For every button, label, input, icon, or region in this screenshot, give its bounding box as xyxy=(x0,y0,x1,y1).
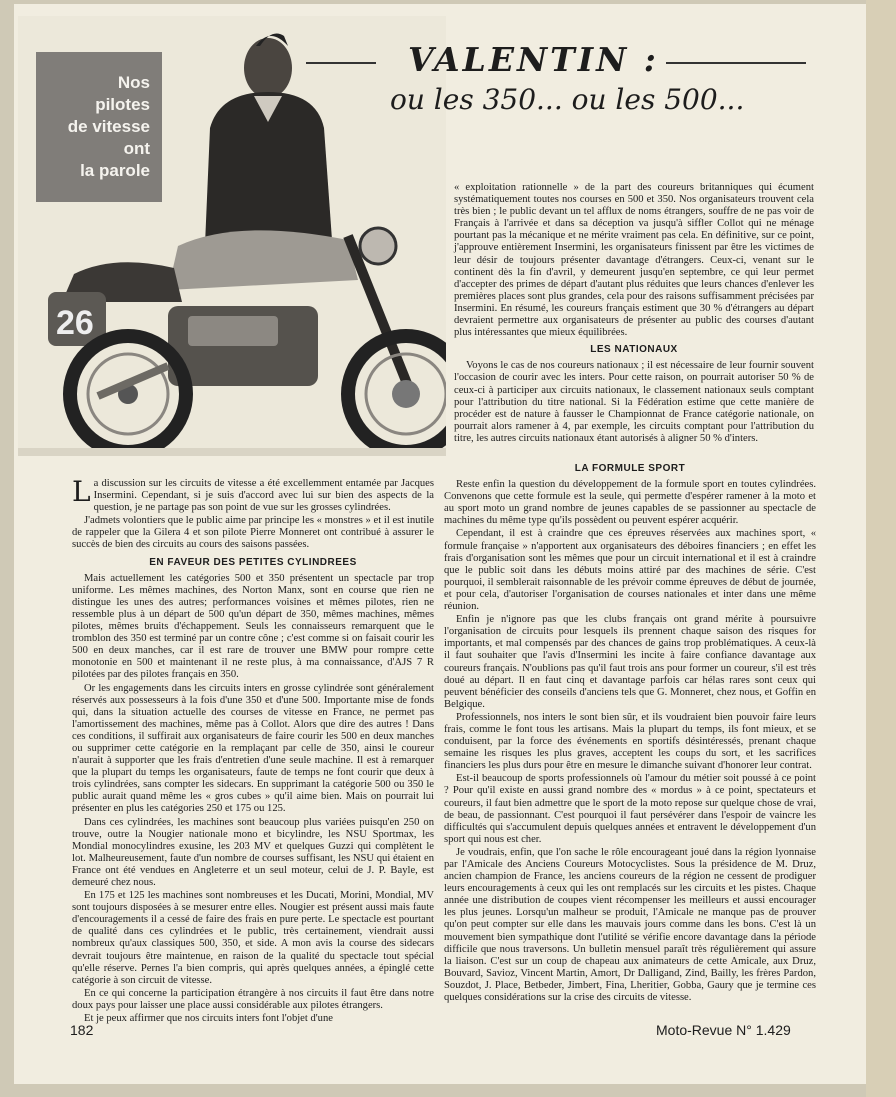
paragraph: Cependant, il est à craindre que ces épreuves réservées aux machines sport, « formule française » n'apportent aux organisateurs des déboires financiers ; en effet les frais d'organisation sont les mêmes que pour un circuit international et il est à craindre que le public soit dans les débuts moins attiré par des machines de série. C'est pourquoi, il semblerait raisonnable de les prévoir comme épreuves de début de journée, et pour cela, d'autoriser l'organisation de courses nationales et inter dans une même réunion. xyxy=(444,528,816,613)
title-rule-left xyxy=(306,62,376,64)
page-edge xyxy=(866,0,896,1097)
paragraph: En ce qui concerne la participation étrangère à nos circuits il faut être dans notre doux pays pour laisser une place aussi considérable aux pilotes étrangers. xyxy=(72,987,434,1011)
race-number: 26 xyxy=(56,304,94,342)
paragraph: « exploitation rationnelle » de la part des coureurs britanniques qui écument systématiquement toutes nos courses en 500 et 350. Nos organisateurs trouvent cela très bien ; le public devant un tel afflux de noms étrangers, souffre de ne pas voir de Français à l'arrivée et dans sa déception va jusqu'à siffler Collot qui ne ménage pourtant pas la mécanique et ne mérite vraiment pas cela. En définitive, sur ce point, j'approuve entièrement Insermini, les organisateurs finissent par être les victimes de leur désir de toujours présenter davantage d'étrangers. Ceux-ci, venant sur le continent dès la fin d'avril, y demeurent jusqu'en septembre, ce qui leur permet d'accepter des primes de départ d'autant plus réduites que leurs chances d'enlever les premières places sont plus grandes, cela pour des raisons suffisamment précisées par Insermini. En résumé, les coureurs français estiment que 30 % d'étrangers au départ devraient permettre aux organisateurs de présenter au public des courses d'autant plus intéressantes que mieux équilibrées. xyxy=(454,182,814,339)
intro-paragraph xyxy=(72,475,434,514)
magazine-issue: Moto-Revue N° 1.429 xyxy=(656,1022,791,1038)
paragraph: En 175 et 125 les machines sont nombreuses et les Ducati, Morini, Mondial, MV sont toujours disposées à se mesurer entre elles. Nougier est présent aussi mais faute d'encouragements il a cessé de faire des frais en pure perte. Le spectacle est pourtant de qualité dans ces cylindrées et le public, très certainement, viendrait aussi nombreux qu'aux classiques 500, 350, et side. A mon avis la course des sidecars devrait toujours être maintenue, en raison de la qualité du spectacle tout spécial qu'elle réserve. Pernes l'a bien compris, qui après quelques années, a épinglé cette catégorie à son circuit de vitesse. xyxy=(72,890,434,986)
paragraph: J'admets volontiers que le public aime par principe les « monstres » et il est inutile de rappeler que la Gilera 4 et son pilote Pierre Monneret ont contribué à assurer le succès de bien des circuits au cours des saisons passées. xyxy=(72,515,434,551)
right-column-top xyxy=(454,182,814,446)
tag-line: de vitesse xyxy=(67,117,150,136)
tag-line: pilotes xyxy=(95,95,150,114)
paragraph: Mais actuellement les catégories 500 et 350 présentent un spectacle par trop uniforme. Les mêmes machines, des Norton Manx, sont en course que rien ne distingue les unes des autres; performances voisines et mêmes pilotes, rien ne ressemble plus à un départ de 500 qu'un départ de 350, mêmes machines, mêmes pilotes, mêmes bruits d'échappement. Seuls les connaisseurs remarquent que le tromblon des 350 est terminé par un contre cône ; c'est comme si on faisait courir les 500 en deux manches, car il est rare de trouver une BMW pour rompre cette monotonie en 500 et maintenant il ne reste plus, à ma connaissance, d'AJS 7 R pilotées par des pilotes français en 350. xyxy=(72,572,434,681)
paragraph: Je voudrais, enfin, que l'on sache le rôle encourageant joué dans la région lyonnaise par l'Amicale des Anciens Coureurs Motocyclistes. Sous la présidence de M. Druz, ancien champion de France, les anciens coureurs de la région ne cessent de prodiguer leurs encouragements à ceux qui les ont remplacés sur les circuits et les pistes. Chaque année une distribution de coupes vient récompenser les meilleurs et aussi encourager les plus jeunes. Lorsqu'un malheur se produit, l'Amicale ne manque pas de prouver qu'on peut compter sur elle dans les mauvais jours comme dans les bons. C'est là un mouvement bien sympathique dont l'utilité se vérifie encore davantage dans la période difficile que nous traversons. Un bulletin mensuel paraît très régulièrement qui assure la liaison. C'est sur un coup de chapeau aux animateurs de cette Amicale, aux Druz, Bouvard, Savioz, Vincent Martin, Amort, Dr Dalligand, Zind, Bailly, les frères Pardon, Souzdot, J. Place, Betbeder, Jimbert, Fina, Lheritier, Gobba, Gaury que je termine ces quelques considérations sur la crise des circuits de vitesse. xyxy=(444,846,816,1004)
paragraph: Voyons le cas de nos coureurs nationaux ; il est nécessaire de leur fournir souvent l'occasion de courir avec les inters. Pour cette raison, on pourrait autoriser 50 % de ceux-ci à participer aux circuits nationaux, le classement nationaux seuls comptant pour l'attribution du titre national. Si la Fédération estime que cette manière de procéder est de nature à fausser le Championnat de France catégorie nationale, on pourrait alors ramener à 4, par exemple, les circuits comptant pour l'attribution du titre, les autres circuits nationaux étant autorisés à aligner 50 % d'inters. xyxy=(454,360,814,444)
paragraph: Enfin je n'ignore pas que les clubs français ont grand mérite à poursuivre l'organisation de circuits pour lesquels ils prennent chaque saison des risques for importants, et mal compensés par des chances de gains trop problématiques. A ceux-là il faut souhaiter que l'avis d'Insermini les incite à faire confiance davantage aux coureurs français. N'oublions pas qu'il faut trois ans pour former un coureur, s'il est très doué au départ. Il en faut cinq et davantage parfois car hélas rares sont ceux qui peuvent bénéficier des conseils d'anciens tels que G. Monneret, chez nous, et Goffin en Belgique. xyxy=(444,614,816,710)
subheading: LES NATIONAUX xyxy=(590,344,678,356)
paragraph: Dans ces cylindrées, les machines sont beaucoup plus variées puisqu'en 250 on trouve, outre la Nougier nationale mono et bicylindre, les NSU Sportmax, les Mondial monocylindres exusine, les 203 MV et quelques Guzzi qui complètent le lot. Malheureusement, faute d'un nombre de courses suffisant, les NSU qui étaient en France ont été vendues en Angleterre et un seul moteur, celui de J. P. Bayle, est demeuré chez nous. xyxy=(72,816,434,888)
paragraph: Reste enfin la question du développement de la formule sport en toutes cylindrées. Convenons que cette formule est la seule, qui permette d'espérer ramener à la moto et au sport moto un grand nombre de jeunes capables de se passionner au spectacle de machines du même type qu'ils possèdent ou peuvent espérer acquérir. xyxy=(444,479,816,527)
paragraph: Est-il beaucoup de sports professionnels où l'amour du métier soit poussé à ce point ? Pour qu'il existe en aussi grand nombre des « mordus » à ce point, spectateurs et coureurs, il faut bien admettre que le sport de la moto repose sur quelque chose de vrai, de beau, de passionnant. C'est pourquoi il faut persévérer dans l'espoir de vaincre les difficultés qui s'accumulent depuis quelques années et entravent le développement d'un sport qui nous est cher. xyxy=(444,773,816,845)
tag-line: ont xyxy=(123,139,150,158)
right-column-bottom xyxy=(444,458,816,1005)
left-column xyxy=(72,475,434,1026)
page-number: 182 xyxy=(70,1022,94,1038)
paragraph: Or les engagements dans les circuits inters en grosse cylindrée sont généralement réservés aux possesseurs à la fois d'une 350 et d'une 500. Importante mise de fonds qui, dans la situation actuelle des courses de vitesse en France, ne permet pas l'amortissement des machines, même pas à Collot. Alors que dire des autres ! Dans ces conditions, il suffirait aux organisateurs de faire courir les 500 en deux manches ou supprimer cette catégorie en la remplaçant par celle de 350, ainsi le coureur n'aurait à supporter que les frais d'entretien d'une seule machine. Il est à remarquer que la plupart du temps les organisateurs, faute de temps ne font courir que deux à trois cylindrées, sans compter les sidecars. En supprimant la catégorie 500 ou 350 le public aurait quand même les « gros cubes » qu'il aime bien. Mais on pourrait lui présenter en plus les catégories 250 et 175 ou 125. xyxy=(72,682,434,815)
title-line-1: VALENTIN : xyxy=(408,40,659,79)
article-title xyxy=(386,40,816,116)
subheading: LA FORMULE SPORT xyxy=(574,463,686,474)
magazine-page xyxy=(14,4,866,1084)
tag-line: Nos xyxy=(117,73,150,92)
tag-line: la parole xyxy=(80,161,150,180)
drop-cap: L xyxy=(72,475,91,508)
section-tag xyxy=(36,52,162,202)
subheading: EN FAVEUR DES PETITES CYLINDREES xyxy=(149,556,357,568)
paragraph: Et je peux affirmer que nos circuits inters font l'objet d'une xyxy=(84,1013,333,1025)
title-rule-right xyxy=(666,62,806,64)
title-line-2: ou les 350... ou les 500... xyxy=(390,83,745,116)
paragraph: Professionnels, nos inters le sont bien sûr, et ils voudraient bien pouvoir faire leurs frais, comme le font tous les artisans. Mais la plupart du temps, ils font mieux, et se conduisent, par la force des événements en sportifs désintéressés, prenant chaque semaine les risques les plus graves, acceptent les coups du sort, et les sacrifices financiers les plus durs pour être en mesure le dimanche suivant d'honorer leur contrat. xyxy=(444,711,816,772)
intro-text: a discussion sur les circuits de vitesse a été excellemment entamée par Jacques Insermini. Cependant, si je suis d'accord avec lui sur bien des aspects de la question, je ne partage pas son point de vue sur les grosses cylindrées. xyxy=(93,478,434,514)
